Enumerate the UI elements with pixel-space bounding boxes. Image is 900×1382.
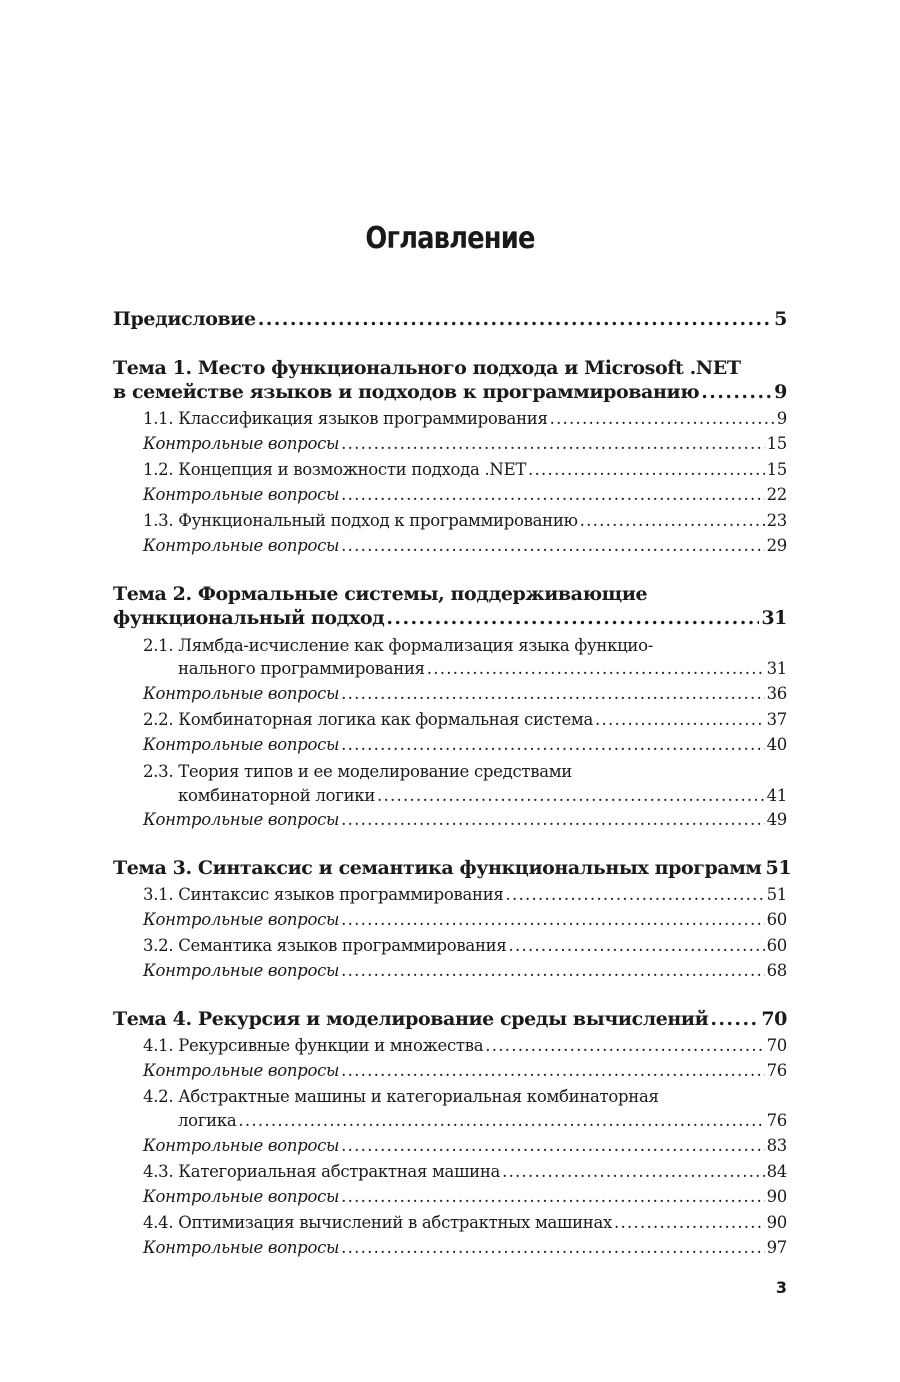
toc-entry-1-2[interactable]	[143, 458, 787, 482]
toc-topic-4[interactable]	[113, 1007, 787, 1031]
toc-entry-3-1[interactable]	[143, 883, 787, 907]
toc-entry-page: 9	[776, 409, 787, 428]
toc-entry-title: 4.2. Абстрактные машины и категориальная комбинаторная	[143, 1087, 659, 1106]
toc-entry-questions[interactable]	[143, 1185, 787, 1209]
toc-entry-title: Контрольные вопросы	[143, 485, 340, 504]
dot-leader	[580, 509, 765, 533]
dot-leader	[427, 657, 765, 681]
toc-entry-questions[interactable]	[143, 959, 787, 983]
toc-entry-questions[interactable]	[143, 908, 787, 932]
toc-entry-2-3-line-1[interactable]	[143, 760, 787, 784]
toc-entry-page: 51	[766, 885, 787, 904]
toc-entry-4-4[interactable]	[143, 1211, 787, 1235]
toc-entry-4-2-line-2[interactable]	[178, 1109, 787, 1133]
page-title: Оглавление	[365, 221, 535, 256]
toc-topic-1-line-1[interactable]	[113, 356, 787, 380]
dot-leader	[341, 808, 764, 832]
toc-entry-title: 3.1. Синтаксис языков программирования	[143, 885, 504, 904]
dot-leader	[341, 1059, 764, 1083]
toc-entry-questions[interactable]	[143, 1059, 787, 1083]
toc-entry-title: 2.1. Лямбда-исчисление как формализация языка функцио-	[143, 636, 654, 655]
dot-leader	[341, 959, 764, 983]
dot-leader	[614, 1211, 765, 1235]
dot-leader	[258, 307, 772, 331]
toc-entry-page: 76	[766, 1061, 787, 1080]
toc-entry-title: нального программирования	[178, 659, 425, 678]
toc-entry-page: 60	[766, 910, 787, 929]
dot-leader	[710, 1007, 759, 1031]
dot-leader	[341, 483, 764, 507]
toc-entry-page: 40	[766, 735, 787, 754]
dot-leader	[550, 407, 775, 431]
toc-entry-questions[interactable]	[143, 1236, 787, 1260]
toc-entry-page: 70	[761, 1008, 787, 1030]
toc-entry-4-2-line-1[interactable]	[143, 1085, 787, 1109]
toc-entry-page: 29	[766, 536, 787, 555]
dot-leader	[341, 1185, 764, 1209]
toc-entry-page: 37	[766, 710, 787, 729]
toc-entry-title: комбинаторной логики	[178, 786, 376, 805]
toc-entry-title: Контрольные вопросы	[143, 810, 340, 829]
toc-entry-title: Предисловие	[113, 308, 256, 330]
toc-entry-title: Контрольные вопросы	[143, 910, 340, 929]
dot-leader	[341, 1134, 764, 1158]
toc-entry-title: Тема 2. Формальные системы, поддерживающие	[113, 583, 648, 605]
toc-entry-page: 49	[766, 810, 787, 829]
dot-leader	[341, 733, 764, 757]
toc-entry-2-3-line-2[interactable]	[178, 784, 787, 808]
toc-entry-page: 90	[766, 1187, 787, 1206]
toc-entry-4-3[interactable]	[143, 1160, 787, 1184]
toc-entry-1-3[interactable]	[143, 509, 787, 533]
toc-entry-page: 23	[766, 511, 787, 530]
dot-leader	[502, 1160, 765, 1184]
toc-topic-1-line-2[interactable]	[113, 380, 787, 404]
toc-entry-page: 90	[766, 1213, 787, 1232]
toc-entry-title: логика	[178, 1111, 237, 1130]
toc-entry-2-1-line-1[interactable]	[143, 634, 787, 658]
dot-leader	[506, 883, 765, 907]
toc-entry-title: Контрольные вопросы	[143, 961, 340, 980]
toc-entry-page: 41	[766, 786, 787, 805]
toc-entry-questions[interactable]	[143, 1134, 787, 1158]
toc-entry-title: Контрольные вопросы	[143, 1136, 340, 1155]
toc-entry-page: 31	[766, 659, 787, 678]
toc-entry-page: 51	[765, 857, 792, 879]
toc-entry-title: 1.3. Функциональный подход к программированию	[143, 511, 578, 530]
toc-entry-title: Контрольные вопросы	[143, 434, 340, 453]
toc-entry-1-1[interactable]	[143, 407, 787, 431]
toc-entry-page: 22	[766, 485, 787, 504]
toc-entry-title: 2.3. Теория типов и ее моделирование средствами	[143, 762, 573, 781]
dot-leader	[386, 606, 759, 630]
dot-leader	[341, 682, 764, 706]
dot-leader	[341, 432, 764, 456]
toc-entry-questions[interactable]	[143, 733, 787, 757]
toc-entry-page: 97	[766, 1238, 787, 1257]
toc-entry-preface[interactable]	[113, 307, 787, 331]
toc-entry-title: 3.2. Семантика языков программирования	[143, 936, 507, 955]
toc-entry-questions[interactable]	[143, 483, 787, 507]
toc-entry-page: 60	[766, 936, 787, 955]
toc-entry-title: в семействе языков и подходов к программированию	[113, 381, 700, 403]
toc-entry-page: 15	[766, 434, 787, 453]
dot-leader	[377, 784, 765, 808]
toc-entry-title: 4.4. Оптимизация вычислений в абстрактных машинах	[143, 1213, 613, 1232]
toc-entry-page: 36	[766, 684, 787, 703]
toc-entry-title: Контрольные вопросы	[143, 735, 340, 754]
toc-entry-page: 76	[766, 1111, 787, 1130]
dot-leader	[341, 908, 764, 932]
toc-entry-page: 68	[766, 961, 787, 980]
toc-entry-title: Контрольные вопросы	[143, 536, 340, 555]
toc-entry-title: 1.1. Классификация языков программирования	[143, 409, 548, 428]
toc-entry-title: Тема 3. Синтаксис и семантика функциональных программ	[113, 857, 762, 879]
toc-entry-title: Контрольные вопросы	[143, 684, 340, 703]
toc-entry-2-2[interactable]	[143, 708, 787, 732]
toc-entry-title: 2.2. Комбинаторная логика как формальная система	[143, 710, 593, 729]
toc-entry-2-1-line-2[interactable]	[178, 657, 787, 681]
dot-leader	[341, 534, 764, 558]
toc-topic-3[interactable]	[113, 856, 792, 880]
toc-entry-questions[interactable]	[143, 682, 787, 706]
dot-leader	[508, 934, 764, 958]
dot-leader	[701, 380, 772, 404]
toc-entry-page: 84	[766, 1162, 787, 1181]
toc-entry-page: 31	[761, 607, 787, 629]
toc-entry-questions[interactable]	[143, 808, 787, 832]
toc-entry-page: 70	[766, 1036, 787, 1055]
toc-entry-title: Тема 4. Рекурсия и моделирование среды вычислений	[113, 1008, 709, 1030]
toc-entry-page: 83	[766, 1136, 787, 1155]
toc-entry-title: Контрольные вопросы	[143, 1061, 340, 1080]
toc-entry-title: 4.3. Категориальная абстрактная машина	[143, 1162, 501, 1181]
dot-leader	[485, 1034, 764, 1058]
dot-leader	[341, 1236, 764, 1260]
toc-topic-2-line-2[interactable]	[113, 606, 787, 630]
toc-entry-title: функциональный подход	[113, 607, 385, 629]
toc-entry-title: 4.1. Рекурсивные функции и множества	[143, 1036, 484, 1055]
page-number: 3	[775, 1278, 787, 1297]
dot-leader	[528, 458, 765, 482]
toc-entry-title: Контрольные вопросы	[143, 1238, 340, 1257]
toc-entry-3-2[interactable]	[143, 934, 787, 958]
toc-entry-title: Контрольные вопросы	[143, 1187, 340, 1206]
toc-topic-2-line-1[interactable]	[113, 582, 787, 606]
toc-entry-title: Тема 1. Место функционального подхода и Microsoft .NET	[113, 357, 741, 379]
dot-leader	[595, 708, 765, 732]
toc-entry-questions[interactable]	[143, 432, 787, 456]
toc-entry-page: 15	[766, 460, 787, 479]
toc-entry-4-1[interactable]	[143, 1034, 787, 1058]
dot-leader	[238, 1109, 764, 1133]
toc-entry-questions[interactable]	[143, 534, 787, 558]
toc-entry-page: 5	[774, 308, 787, 330]
toc-entry-title: 1.2. Концепция и возможности подхода .NET	[143, 460, 527, 479]
toc-entry-page: 9	[774, 381, 787, 403]
